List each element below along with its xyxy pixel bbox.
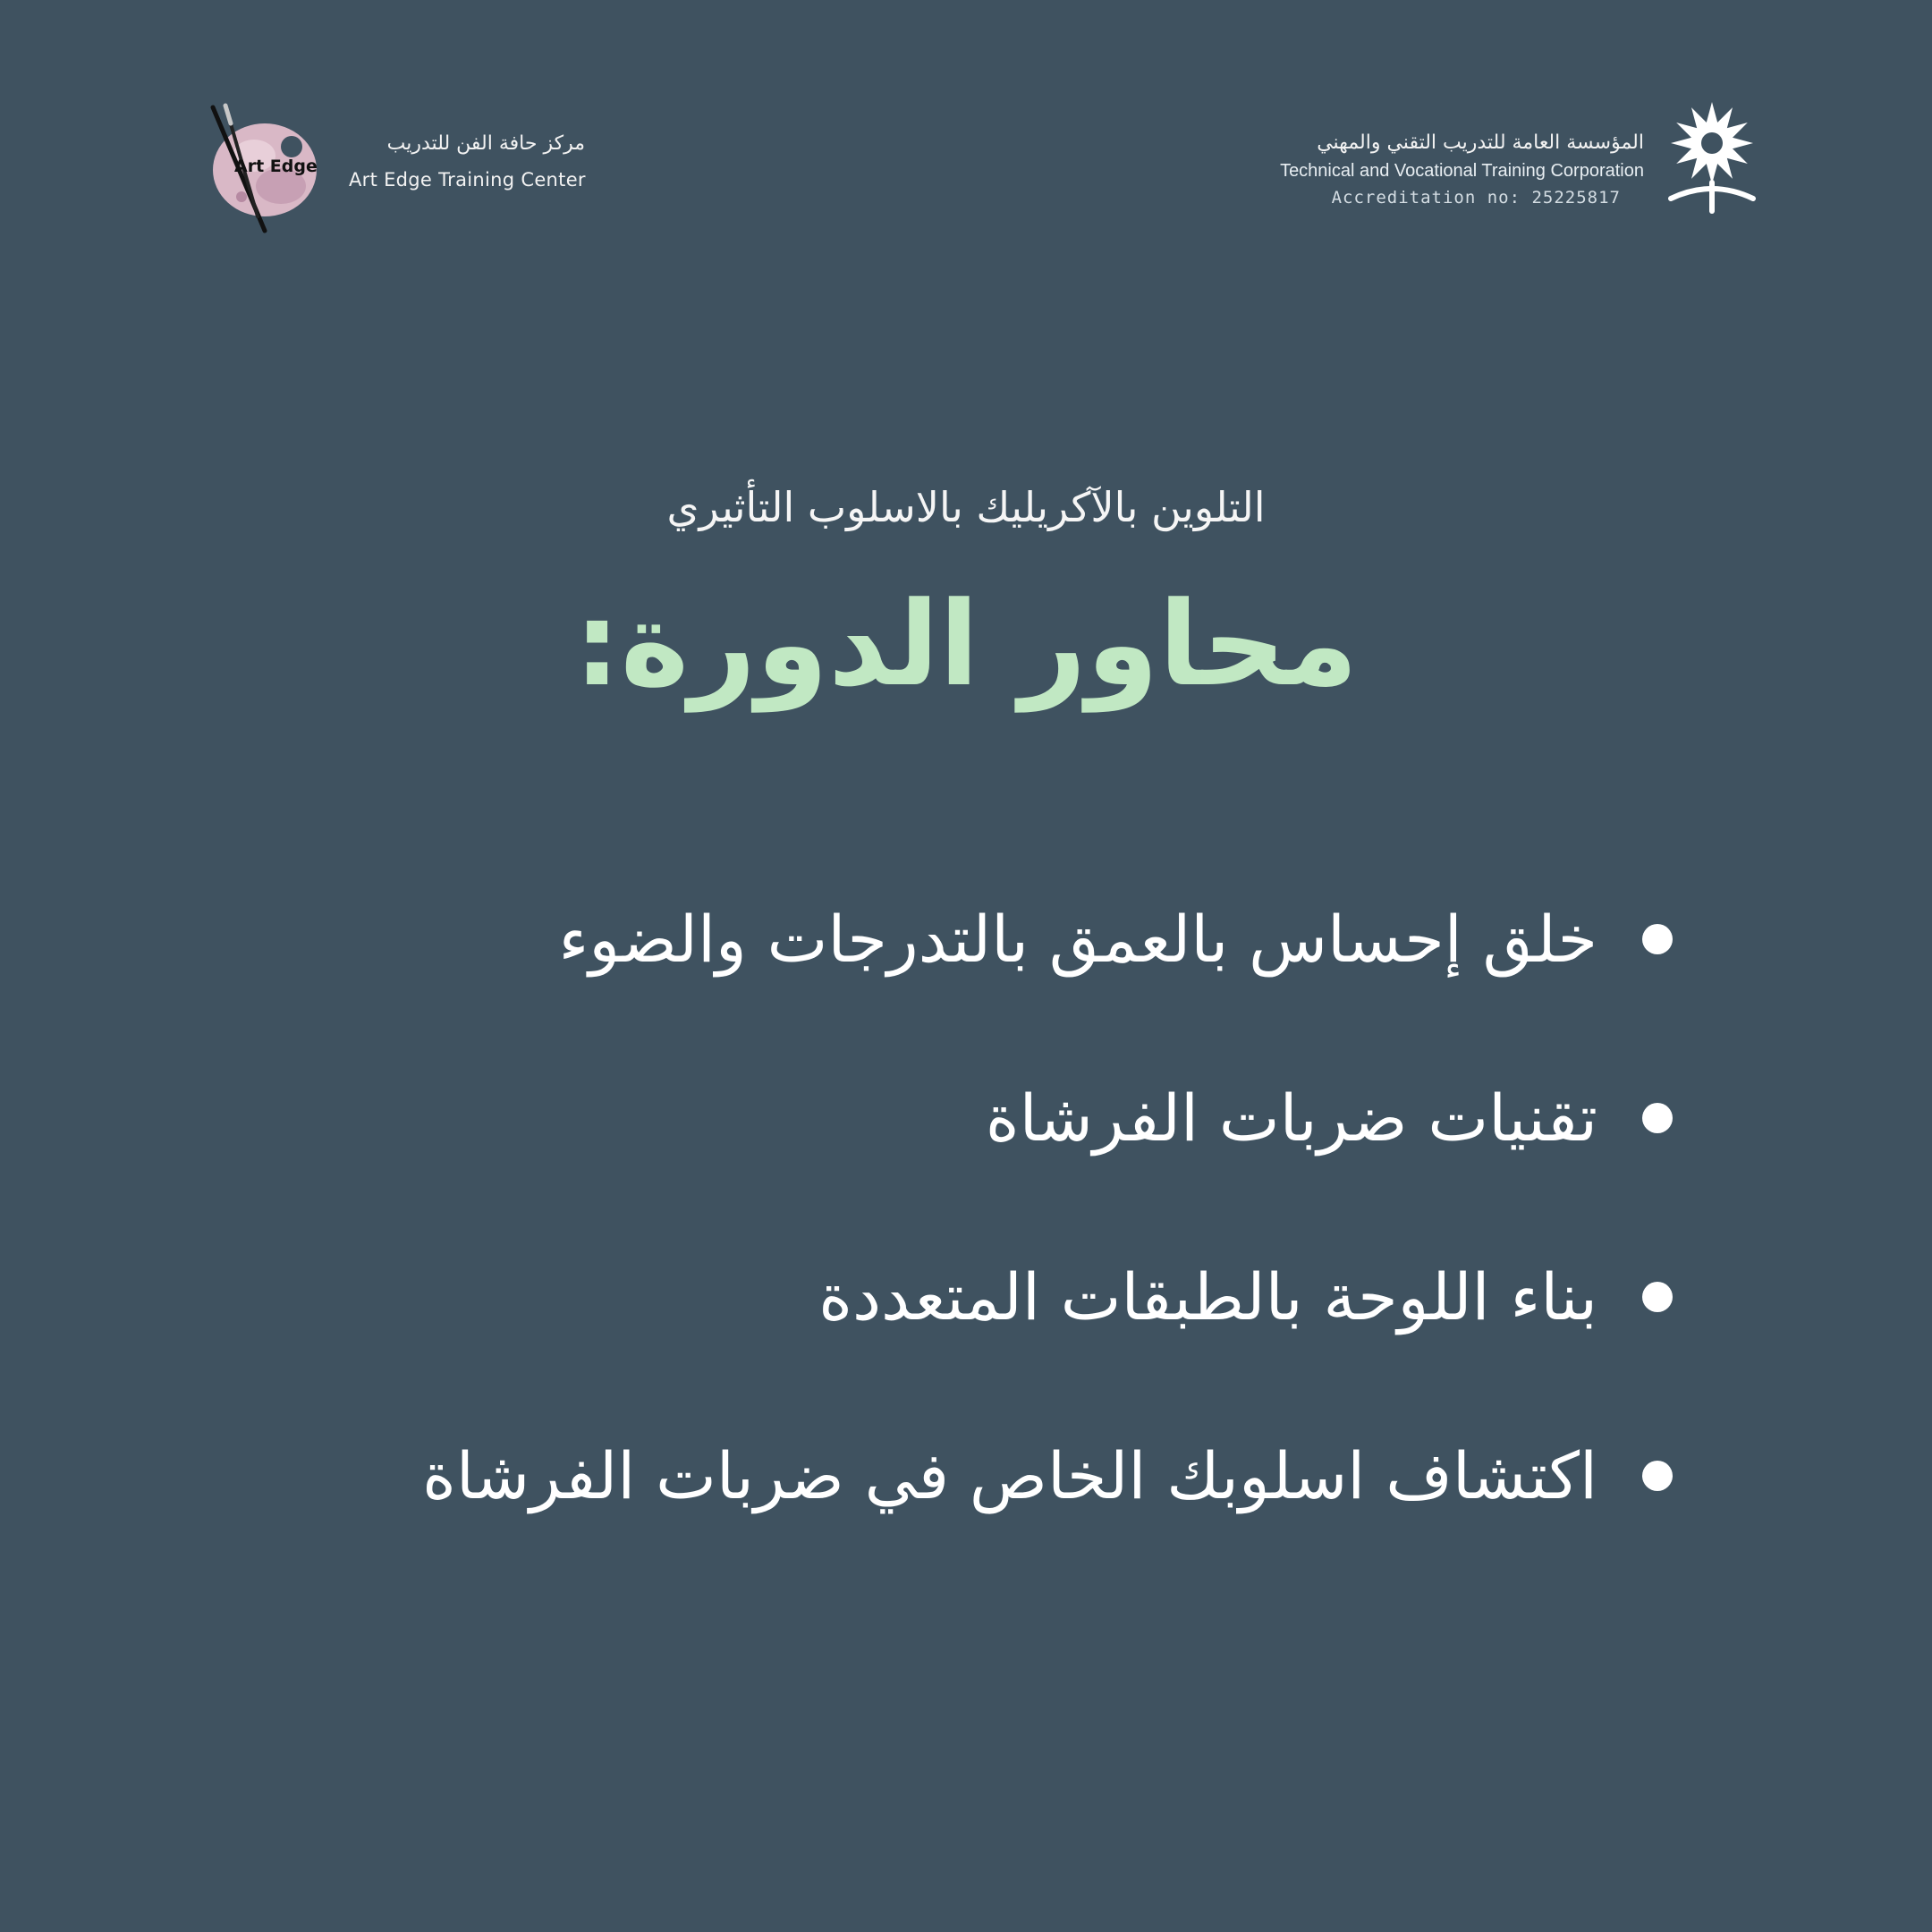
topic-text: بناء اللوحة بالطبقات المتعددة bbox=[818, 1259, 1597, 1335]
bullet-icon bbox=[1642, 1461, 1673, 1491]
bullet-icon bbox=[1642, 1103, 1673, 1133]
tvtc-name-en: Technical and Vocational Training Corporation bbox=[1280, 161, 1644, 181]
art-edge-mark-text: Art Edge bbox=[234, 157, 318, 176]
bullet-icon bbox=[1642, 924, 1673, 954]
list-item bbox=[170, 1029, 1673, 1208]
art-edge-name-en: Art Edge Training Center bbox=[349, 169, 586, 191]
tvtc-accreditation: Accreditation no: 25225817 bbox=[1331, 188, 1621, 208]
tvtc-logo bbox=[1261, 97, 1762, 222]
topic-text: خلق إحساس بالعمق بالتدرجات والضوء bbox=[558, 902, 1597, 977]
tvtc-emblem-icon bbox=[1662, 97, 1762, 215]
topic-text: اكتشاف اسلوبك الخاص في ضربات الفرشاة bbox=[422, 1438, 1597, 1513]
list-item bbox=[170, 1208, 1673, 1386]
course-subtitle: التلوين بالآكريليك بالاسلوب التأثيري bbox=[666, 483, 1266, 531]
course-title: محاور الدورة: bbox=[573, 576, 1359, 712]
tvtc-name-ar: المؤسسة العامة للتدريب التقني والمهني bbox=[1317, 131, 1644, 154]
list-item bbox=[170, 850, 1673, 1029]
topics-list bbox=[170, 850, 1673, 1565]
art-edge-logo bbox=[195, 100, 606, 234]
art-edge-palette-icon bbox=[195, 100, 329, 234]
art-edge-name-ar: مركز حافة الفن للتدريب bbox=[386, 132, 585, 155]
list-item bbox=[170, 1386, 1673, 1565]
topic-text: تقنيات ضربات الفرشاة bbox=[985, 1080, 1597, 1156]
bullet-icon bbox=[1642, 1282, 1673, 1312]
